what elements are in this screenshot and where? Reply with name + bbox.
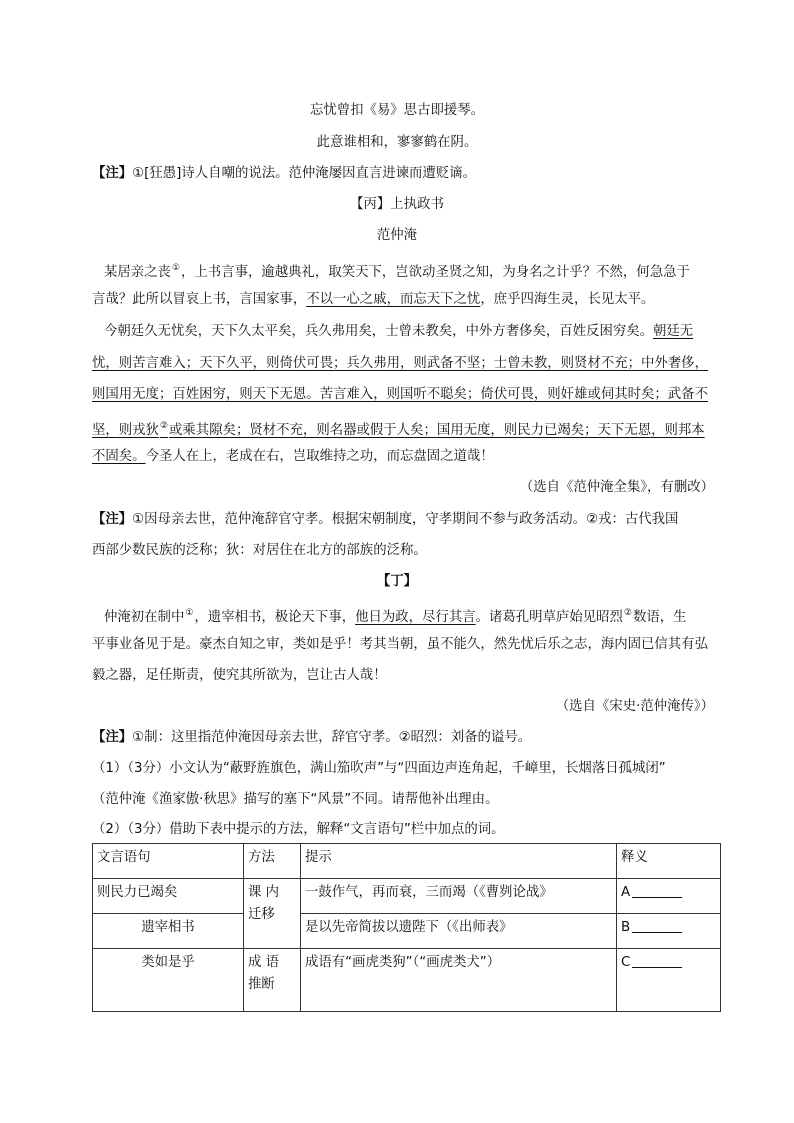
- text-span: 坚，则戎狄: [92, 423, 159, 438]
- text-span: 言哉？此所以冒哀上书，言国家事，: [92, 292, 307, 307]
- answer-blank[interactable]: [632, 918, 682, 933]
- ding-line2: 平事业备见于是。豪杰自知之审，类如是乎！考其当朝，虽不能久，然先忧后乐之志，海内固已信其有弘: [92, 637, 708, 652]
- question-2: （2）（3分）借助下表中提示的方法，解释“文言语句”栏中加点的词。: [92, 822, 505, 837]
- method-cell: 课 内 迁移: [244, 879, 301, 949]
- bing-p2-line5: [92, 447, 494, 467]
- ding-line3: 毅之器，足任斯责，使究其所欲为，岂让古人哉！: [92, 668, 387, 683]
- bing-p1-line1: [104, 258, 690, 283]
- footnote-marker: ②: [623, 608, 632, 618]
- table-row: [93, 949, 721, 1012]
- question-1-line1: （1）（3分）小文认为“蔽野旌旗色，满山笳吹声”与“四面边声连角起，千嶂里，长烟落日孤城闭”: [92, 761, 666, 776]
- note-prefix: 【注】: [92, 512, 133, 527]
- bing-note-line1: [92, 510, 678, 530]
- answer-cell[interactable]: [617, 879, 721, 914]
- underlined-sentence: 朝廷无: [653, 324, 694, 339]
- bing-p2-line3: 则国用无度；百姓困穷，则天下无恩。苦言难入，则国听不聪矣；倚伏可畏，则奸雄或伺其时矣；武备不: [92, 387, 708, 402]
- footnote-marker: ①: [171, 263, 181, 273]
- bing-p2-line4: [92, 416, 705, 441]
- poem-line-1: 忘忧曾扣《易》思古即援琴。: [309, 103, 485, 118]
- sentence-cell: 则民力已竭矣: [93, 879, 244, 914]
- table-row: [93, 914, 721, 949]
- sentence-cell: 类如是乎: [93, 949, 244, 1012]
- method-cell: 成 语 推断: [244, 949, 301, 1012]
- bing-p1-line2: [92, 290, 654, 310]
- table-header-cell: 释义: [617, 844, 721, 879]
- section-bing-author: 范仲淹: [376, 228, 418, 243]
- answer-label: C: [621, 955, 631, 970]
- table-header-cell: 文言语句: [93, 844, 244, 879]
- underlined-sentence: 他日为政，尽行其言: [355, 610, 476, 625]
- text-span: 或乘其隙矣；贤材不充，则名器或假于人矣；国用无度，则民力已竭矣；天下无恩，则邦本: [169, 423, 705, 438]
- text-span: ，庶乎四海生灵，长见太平。: [480, 292, 655, 307]
- hint-cell: 成语有“画虎类狗”（“画虎类犬”）: [301, 949, 617, 1012]
- answer-label: B: [621, 920, 631, 935]
- table-header-cell: 提示: [301, 844, 617, 879]
- note-prefix: 【注】: [92, 166, 133, 181]
- note-yi: [92, 164, 476, 184]
- text-span: 数语，生: [633, 610, 687, 625]
- ding-line1: [104, 603, 687, 628]
- ding-source: （选自《宋史·范仲淹传》）: [555, 699, 714, 714]
- table-header-row: [93, 844, 721, 879]
- answer-blank[interactable]: [632, 883, 682, 898]
- question-1-line2: （范仲淹《渔家傲·秋思》描写的塞下“风景”不同。请帮他补出理由。: [92, 792, 499, 807]
- answer-cell[interactable]: [617, 949, 721, 1012]
- section-bing-title: 【丙】上执政书: [350, 197, 444, 212]
- hint-cell: 是以先帝简拔以遗陛下（《出师表》: [301, 914, 617, 949]
- answer-table: [92, 843, 721, 1012]
- table-header-cell: 方法: [244, 844, 301, 879]
- footnote-marker: ①: [185, 608, 194, 618]
- answer-cell[interactable]: [617, 914, 721, 949]
- text-span: ，遗宰相书，极论天下事，: [194, 610, 356, 625]
- ding-note: [92, 728, 531, 748]
- table-row: [93, 879, 721, 914]
- note-text: ①因母亲去世，范仲淹辞官守孝。根据宋朝制度，守孝期间不参与政务活动。②戎：古代我国: [132, 512, 679, 527]
- bing-p2-line1: [104, 322, 693, 342]
- text-span: 今圣人在上，老成在右，岂取维持之功，而忘盘固之道哉！: [145, 449, 494, 464]
- footnote-marker: ②: [159, 421, 169, 431]
- bing-source: （选自《范仲淹全集》，有删改）: [519, 480, 714, 495]
- text-span: 仲淹初在制中: [104, 610, 185, 625]
- answer-blank[interactable]: [632, 953, 682, 968]
- underlined-sentence: 不固矣。: [92, 449, 146, 464]
- text-span: 今朝廷久无忧矣，天下久太平矣，兵久弗用矣，士曾未教矣，中外方奢侈矣，百姓反困穷矣。: [104, 324, 654, 339]
- poem-line-2: 此意谁相和，寥寥鹤在阴。: [316, 135, 478, 150]
- underlined-sentence: 不以一心之戚，而忘天下之忧: [306, 292, 481, 307]
- note-text: ①[狂愚]诗人自嘲的说法。范仲淹屡因直言进谏而遭贬谪。: [132, 166, 476, 181]
- text-span: 某居亲之丧: [104, 265, 171, 280]
- section-ding-title: 【丁】: [376, 574, 418, 589]
- note-text: ①制：这里指范仲淹因母亲去世，辞官守孝。②昭烈：刘备的谥号。: [132, 730, 532, 745]
- hint-cell: 一鼓作气，再而衰，三而竭（《曹刿论战》: [301, 879, 617, 914]
- bing-note-line2: 西部少数民族的泛称；狄：对居住在北方的部族的泛称。: [92, 543, 427, 558]
- answer-label: A: [621, 885, 631, 900]
- text-span: 。诸葛孔明草庐始见昭烈: [475, 610, 623, 625]
- note-prefix: 【注】: [92, 730, 133, 745]
- sentence-cell: 遗宰相书: [93, 914, 244, 949]
- bing-p2-line2: 忧，则苦言难入；天下久平，则倚伏可畏；兵久弗用，则武备不坚；士曾未教，则贤材不充；中外奢侈，: [92, 356, 708, 371]
- text-span: ，上书言事，逾越典礼，取笑天下，岂欲动圣贤之知，为身名之计乎？不然，何急急于: [181, 265, 690, 280]
